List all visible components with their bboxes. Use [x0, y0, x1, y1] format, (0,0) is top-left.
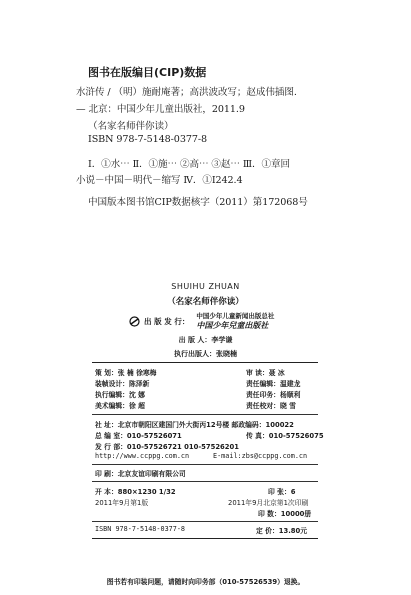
- cip-title: 图书在版编目(CIP)数据: [88, 66, 207, 79]
- credit-left-2: 装帧设计：陈泽新: [95, 380, 150, 388]
- credit-right-4: 责任校对：晓 雪: [246, 402, 296, 410]
- credit-left-4: 美术编辑：徐 超: [95, 402, 145, 410]
- print-copies: 印 数：10000册: [258, 510, 312, 518]
- print-edition: 2011年9月第1版: [95, 499, 149, 507]
- cip-line-3: （名家名师伴你读）: [88, 121, 174, 132]
- credit-right-1: 审 读：聂 冰: [246, 369, 285, 377]
- print-sheets: 印 张：6: [268, 488, 296, 496]
- credit-right-3: 责任印务：杨顺利: [246, 391, 301, 399]
- publisher-logo-icon: [128, 316, 141, 327]
- credit-left-3: 执行编辑：沈 娜: [95, 391, 145, 399]
- rule-credits: [92, 414, 318, 415]
- cip-line-5: Ⅰ．①水⋯ Ⅱ．①施⋯ ②高⋯ ③赵⋯ Ⅲ．①章回: [88, 159, 290, 170]
- cip-line-4: ISBN 978-7-5148-0377-8: [88, 134, 207, 145]
- book-series: （名家名师伴你读）: [167, 297, 244, 307]
- rule-print: [92, 521, 318, 522]
- contact-sales: 发 行 部：010-57526721 010-57526201: [95, 443, 239, 451]
- cip-record-number: 中国版本图书馆CIP数据核字（2011）第172068号: [88, 197, 308, 208]
- rule-printer: [92, 481, 318, 482]
- rule-bottom: [92, 538, 318, 539]
- cip-line-6: 小说－中国－明代－缩写 Ⅳ．①I242.4: [76, 175, 243, 186]
- printer: 印 刷：北京友谊印刷有限公司: [95, 470, 186, 478]
- book-pinyin-title: SHUIHU ZHUAN: [171, 282, 240, 291]
- rule-top: [92, 362, 318, 363]
- contact-email: E-mail:zbs@ccppg.com.cn: [213, 452, 308, 460]
- contact-fax: 传 真：010-57526075: [246, 432, 324, 440]
- credit-right-2: 责任编辑：温建龙: [246, 380, 301, 388]
- publisher-group-name: 中国少年儿童新闻出版总社: [196, 312, 275, 320]
- isbn-bottom: ISBN 978-7-5148-0377-8: [95, 525, 186, 533]
- print-format: 开 本：880×1230 1/32: [95, 488, 176, 496]
- publisher-label: 出 版 发 行：: [144, 316, 190, 326]
- footer-notice: 图书若有印装问题，请随时向印务部（010-57526539）退换。: [106, 578, 305, 586]
- publisher-name: 中国少年兒童出版社: [196, 321, 269, 330]
- contact-phone: 总 编 室：010-57526071: [95, 432, 182, 440]
- publisher-person: 出 版 人：李学谦: [178, 336, 233, 344]
- executive-publisher: 执行出版人：张晓楠: [174, 350, 237, 358]
- print-impression: 2011年9月北京第1次印刷: [228, 499, 309, 507]
- price: 定 价：13.80元: [256, 527, 308, 535]
- publisher-row: [128, 312, 274, 330]
- rule-contact: [92, 464, 318, 465]
- cip-line-1: 水浒传 / （明）施耐庵著；高洪波改写；赵成伟插图.: [76, 87, 297, 98]
- cip-line-2: — 北京：中国少年儿童出版社，2011.9: [76, 104, 245, 115]
- contact-url: http://www.ccppg.com.cn: [95, 452, 190, 460]
- credit-left-1: 策 划：张 楠 徐寒梅: [95, 369, 157, 377]
- contact-address: 社 址：北京市朝阳区建国门外大街丙12号楼 邮政编码：100022: [95, 421, 294, 429]
